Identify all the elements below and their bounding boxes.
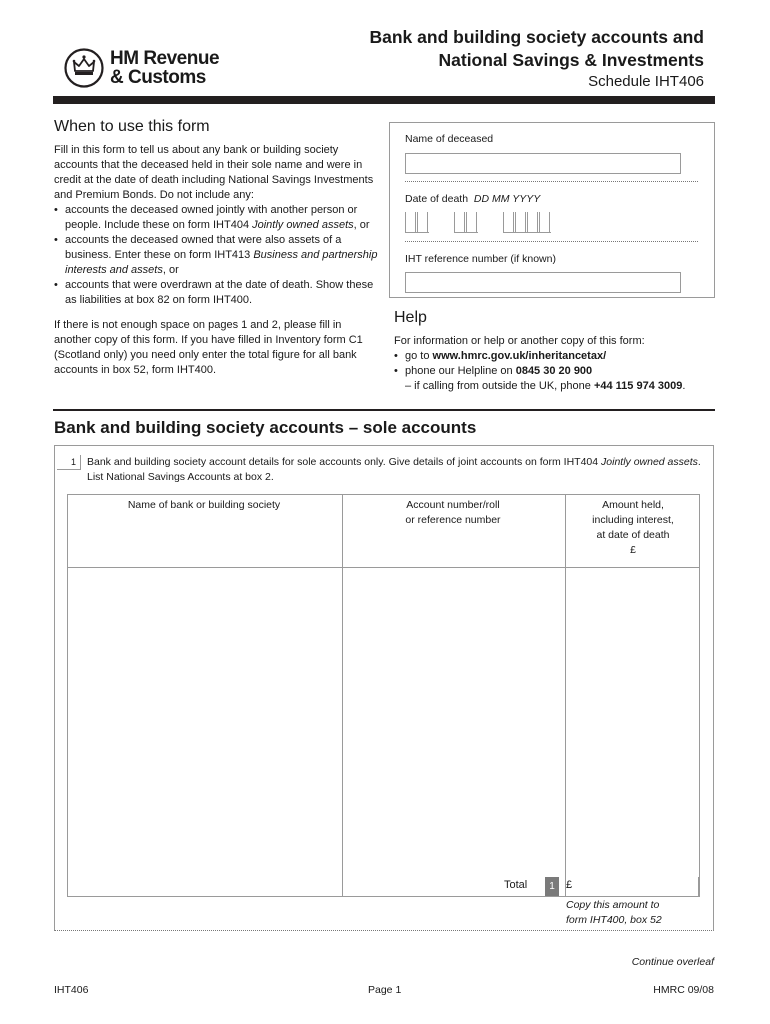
bullet-end: , or bbox=[353, 219, 370, 231]
amount-cell[interactable] bbox=[566, 568, 700, 896]
bullet-text: accounts the deceased owned that were also assets of a business. Enter these on form IHT413 bbox=[65, 234, 342, 261]
helpline-number: 0845 30 20 900 bbox=[515, 365, 593, 377]
box-number: 1 bbox=[57, 455, 81, 470]
help-heading: Help bbox=[394, 309, 427, 326]
hmrc-link[interactable]: www.hmrc.gov.uk/inheritancetax/ bbox=[432, 350, 607, 362]
account-number-cell[interactable] bbox=[343, 568, 564, 896]
iht-reference-input[interactable] bbox=[405, 272, 681, 293]
form-version: HMRC 09/08 bbox=[653, 984, 714, 996]
bullet-text: accounts the deceased owned jointly with another person or people. Include these on form IHT404 bbox=[65, 204, 358, 231]
bullet-text: accounts that were overdrawn at the date of death. Show these as liabilities at box 82 on form IHT400. bbox=[65, 279, 374, 306]
when-para2: If there is not enough space on pages 1 and 2, please fill in another copy of this form. If you have filled in Inventory form C1 (Scotland only) you need only enter the total figure for all bank accounts in box 52, form IHT400. bbox=[54, 319, 363, 376]
divider bbox=[405, 241, 698, 242]
section-intro: Bank and building society account details for sole accounts only. Give details of joint accounts on form IHT404 Jointly owned assets. List National Savings Accounts at box 2. bbox=[87, 456, 701, 483]
dod-label: Date of death DD MM YYYY bbox=[405, 193, 541, 205]
deceased-details-box bbox=[389, 122, 715, 298]
when-intro: Fill in this form to tell us about any bank or building society accounts that the deceased held in their sole name and were in credit at the date of death including National Savings Investments and Premium Bonds. Do not include any: bbox=[54, 144, 374, 201]
dod-day-input[interactable] bbox=[405, 212, 429, 233]
schedule-label: Schedule IHT406 bbox=[588, 73, 704, 90]
logo-line-2: & Customs bbox=[110, 67, 206, 88]
list-item: – if calling from outside the UK, phone +44 115 974 3009. bbox=[405, 380, 686, 392]
dod-month-input[interactable] bbox=[454, 212, 478, 233]
total-currency: £ bbox=[566, 879, 573, 891]
when-heading: When to use this form bbox=[54, 118, 210, 135]
divider bbox=[405, 181, 698, 182]
page-number: Page 1 bbox=[368, 984, 402, 996]
continue-overleaf: Continue overleaf bbox=[631, 956, 714, 968]
header-rule bbox=[53, 96, 715, 104]
list-item bbox=[54, 203, 384, 233]
total-label: Total bbox=[504, 879, 528, 891]
crown-crest-icon bbox=[64, 48, 104, 88]
exclusions-list bbox=[54, 203, 384, 308]
col-header-bank-name: Name of bank or building society bbox=[127, 499, 281, 511]
iht-ref-label: IHT reference number (if known) bbox=[405, 253, 556, 265]
bank-name-cell[interactable] bbox=[68, 568, 341, 896]
title-line-2: National Savings & Investments bbox=[438, 50, 704, 70]
form-title bbox=[370, 26, 705, 72]
list-item: • phone our Helpline on 0845 30 20 900 bbox=[394, 364, 724, 379]
form-name: Business and partnership interests and assets bbox=[65, 249, 378, 276]
logo-wordmark bbox=[110, 49, 219, 87]
form-name: Jointly owned assets bbox=[252, 219, 354, 231]
list-item bbox=[54, 233, 384, 278]
col-header-amount: Amount held, including interest, at date of death £ bbox=[592, 499, 674, 556]
list-item: • go to www.hmrc.gov.uk/inheritancetax/ bbox=[394, 349, 724, 364]
when-body bbox=[54, 143, 384, 378]
dod-year-input[interactable] bbox=[503, 212, 551, 233]
hmrc-logo bbox=[64, 48, 234, 88]
col-header-account-number: Account number/roll or reference number bbox=[405, 499, 501, 526]
name-label: Name of deceased bbox=[405, 133, 494, 145]
section-rule bbox=[53, 409, 715, 411]
bullet-end: , or bbox=[162, 264, 179, 276]
accounts-table bbox=[67, 494, 700, 897]
copy-instruction: Copy this amount to form IHT400, box 52 bbox=[566, 899, 662, 926]
help-list bbox=[394, 349, 724, 394]
name-of-deceased-input[interactable] bbox=[405, 153, 681, 174]
section-heading: Bank and building society accounts – sole accounts bbox=[54, 418, 477, 437]
international-number: +44 115 974 3009 bbox=[593, 380, 683, 392]
title-line-1: Bank and building society accounts and bbox=[369, 27, 704, 47]
logo-line-1: HM Revenue bbox=[110, 48, 220, 69]
help-body bbox=[394, 334, 724, 394]
list-item bbox=[54, 278, 384, 308]
help-intro: For information or help or another copy of this form: bbox=[394, 335, 645, 347]
form-code: IHT406 bbox=[54, 984, 89, 996]
total-box-number: 1 bbox=[545, 877, 559, 896]
